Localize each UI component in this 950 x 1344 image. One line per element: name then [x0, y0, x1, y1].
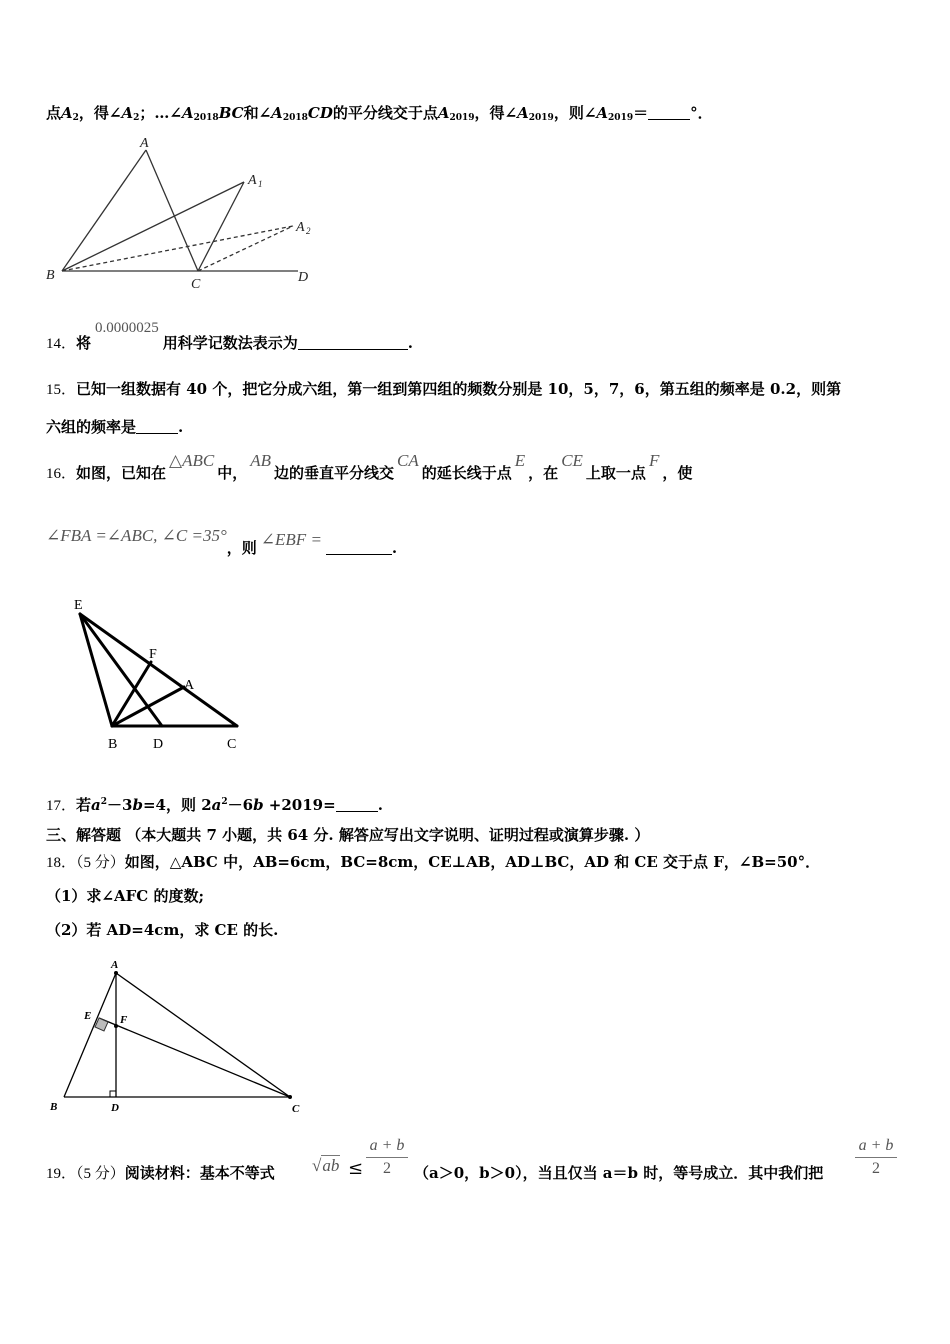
q18-part2: （2）若 AD=4cm，求 CE 的长.: [46, 921, 279, 939]
label-c: C: [292, 1103, 300, 1115]
answer-blank[interactable]: [136, 419, 178, 434]
label-d: D: [111, 1102, 119, 1114]
q19-fraction: a + b 2: [366, 1137, 408, 1178]
line-ca1: [198, 182, 244, 271]
label-e: E: [84, 1010, 92, 1022]
q13-text: 点$A_2$，得$\angle A_2$；$\dots\angle A_{2018}BC$和$\angle A_{2018}CD$的平分线交于点$A_{2019}$，得$\angle A_{2019}$，则$\angle A_{2019}=$ °．: [46, 104, 713, 123]
q15-line2: 六组的频率是 .: [46, 418, 184, 436]
label-d: D: [153, 737, 164, 752]
label-b: B: [50, 1101, 58, 1113]
q15-line1: 15．已知一组数据有 40 个，把它分成六组，第一组到第四组的频数分别是 10，5，7，6，第五组的频率是 0.2，则第: [46, 380, 842, 398]
q19-cont: （a＞0，b＞0），当且仅当 a＝b 时，等号成立．其中我们把: [414, 1164, 824, 1182]
answer-blank[interactable]: [336, 797, 378, 812]
q18: 18．（5 分）如图，△ABC 中，AB=6cm，BC=8cm，CE⊥AB，AD⊥BC，AD 和 CE 交于点 F，∠B=50°．: [46, 853, 821, 871]
label-c: C: [227, 737, 237, 752]
line-ba: [62, 150, 146, 271]
point-a: [114, 971, 118, 975]
label-e: E: [74, 598, 83, 613]
q19-sqrt: √ab: [312, 1156, 340, 1175]
label-d: D: [298, 270, 309, 285]
q14: 14．将0.0000025用科学记数法表示为 .: [46, 320, 414, 352]
label-b: B: [46, 268, 55, 283]
line-ba2: [62, 226, 293, 271]
section-header: 三、解答题 （本大题共 7 小题，共 64 分. 解答应写出文字说明、证明过程或演算步骤. ）: [46, 826, 650, 844]
q16-condition: ∠FBA =∠ABC, ∠C =35°: [46, 526, 227, 545]
label-a1: A: [248, 173, 257, 188]
q18-figure: [40, 955, 320, 1125]
line-ab: [64, 973, 116, 1097]
label-f: F: [149, 647, 157, 662]
line-ec: [99, 1018, 290, 1097]
q13-figure: [40, 130, 330, 295]
q17: 17．若$a^2-3b=4$，则 $2a^2-6b +2019=$ .: [46, 796, 383, 814]
q16-line2: ∠FBA =∠ABC, ∠C =35°，则 ∠EBF = .: [46, 526, 398, 557]
answer-blank[interactable]: [326, 540, 392, 555]
q18-part1: （1）求∠AFC 的度数;: [46, 887, 204, 905]
label-a: A: [111, 959, 119, 971]
q14-value: 0.0000025: [95, 320, 159, 336]
label-b: B: [108, 737, 118, 752]
answer-blank[interactable]: [298, 335, 408, 350]
line-eb: [80, 614, 112, 726]
label-a: A: [140, 136, 149, 151]
q19-le: ≤: [348, 1158, 364, 1179]
answer-blank[interactable]: [648, 105, 690, 120]
line-ac: [116, 973, 290, 1097]
point-c: [288, 1095, 292, 1099]
q19-fraction-2: a + b 2: [855, 1137, 897, 1178]
q19: 19．（5 分）阅读材料：基本不等式: [46, 1164, 275, 1182]
label-f: F: [120, 1014, 128, 1026]
label-a2: A: [296, 220, 305, 235]
right-angle-d: [110, 1091, 116, 1097]
label-c: C: [191, 277, 201, 292]
label-a: A: [184, 678, 195, 693]
label-a2-sub: 2: [306, 226, 311, 236]
line-ca2: [198, 226, 293, 271]
q16-figure: [60, 592, 260, 757]
point-f: [114, 1024, 118, 1028]
line-ec: [80, 614, 237, 726]
q16-line1: 16．如图，已知在△ABC中，AB边的垂直平分线交CA的延长线于点E，在CE上取一点F，使: [46, 451, 693, 482]
line-ba1: [62, 182, 244, 271]
label-a1-sub: 1: [258, 179, 263, 189]
